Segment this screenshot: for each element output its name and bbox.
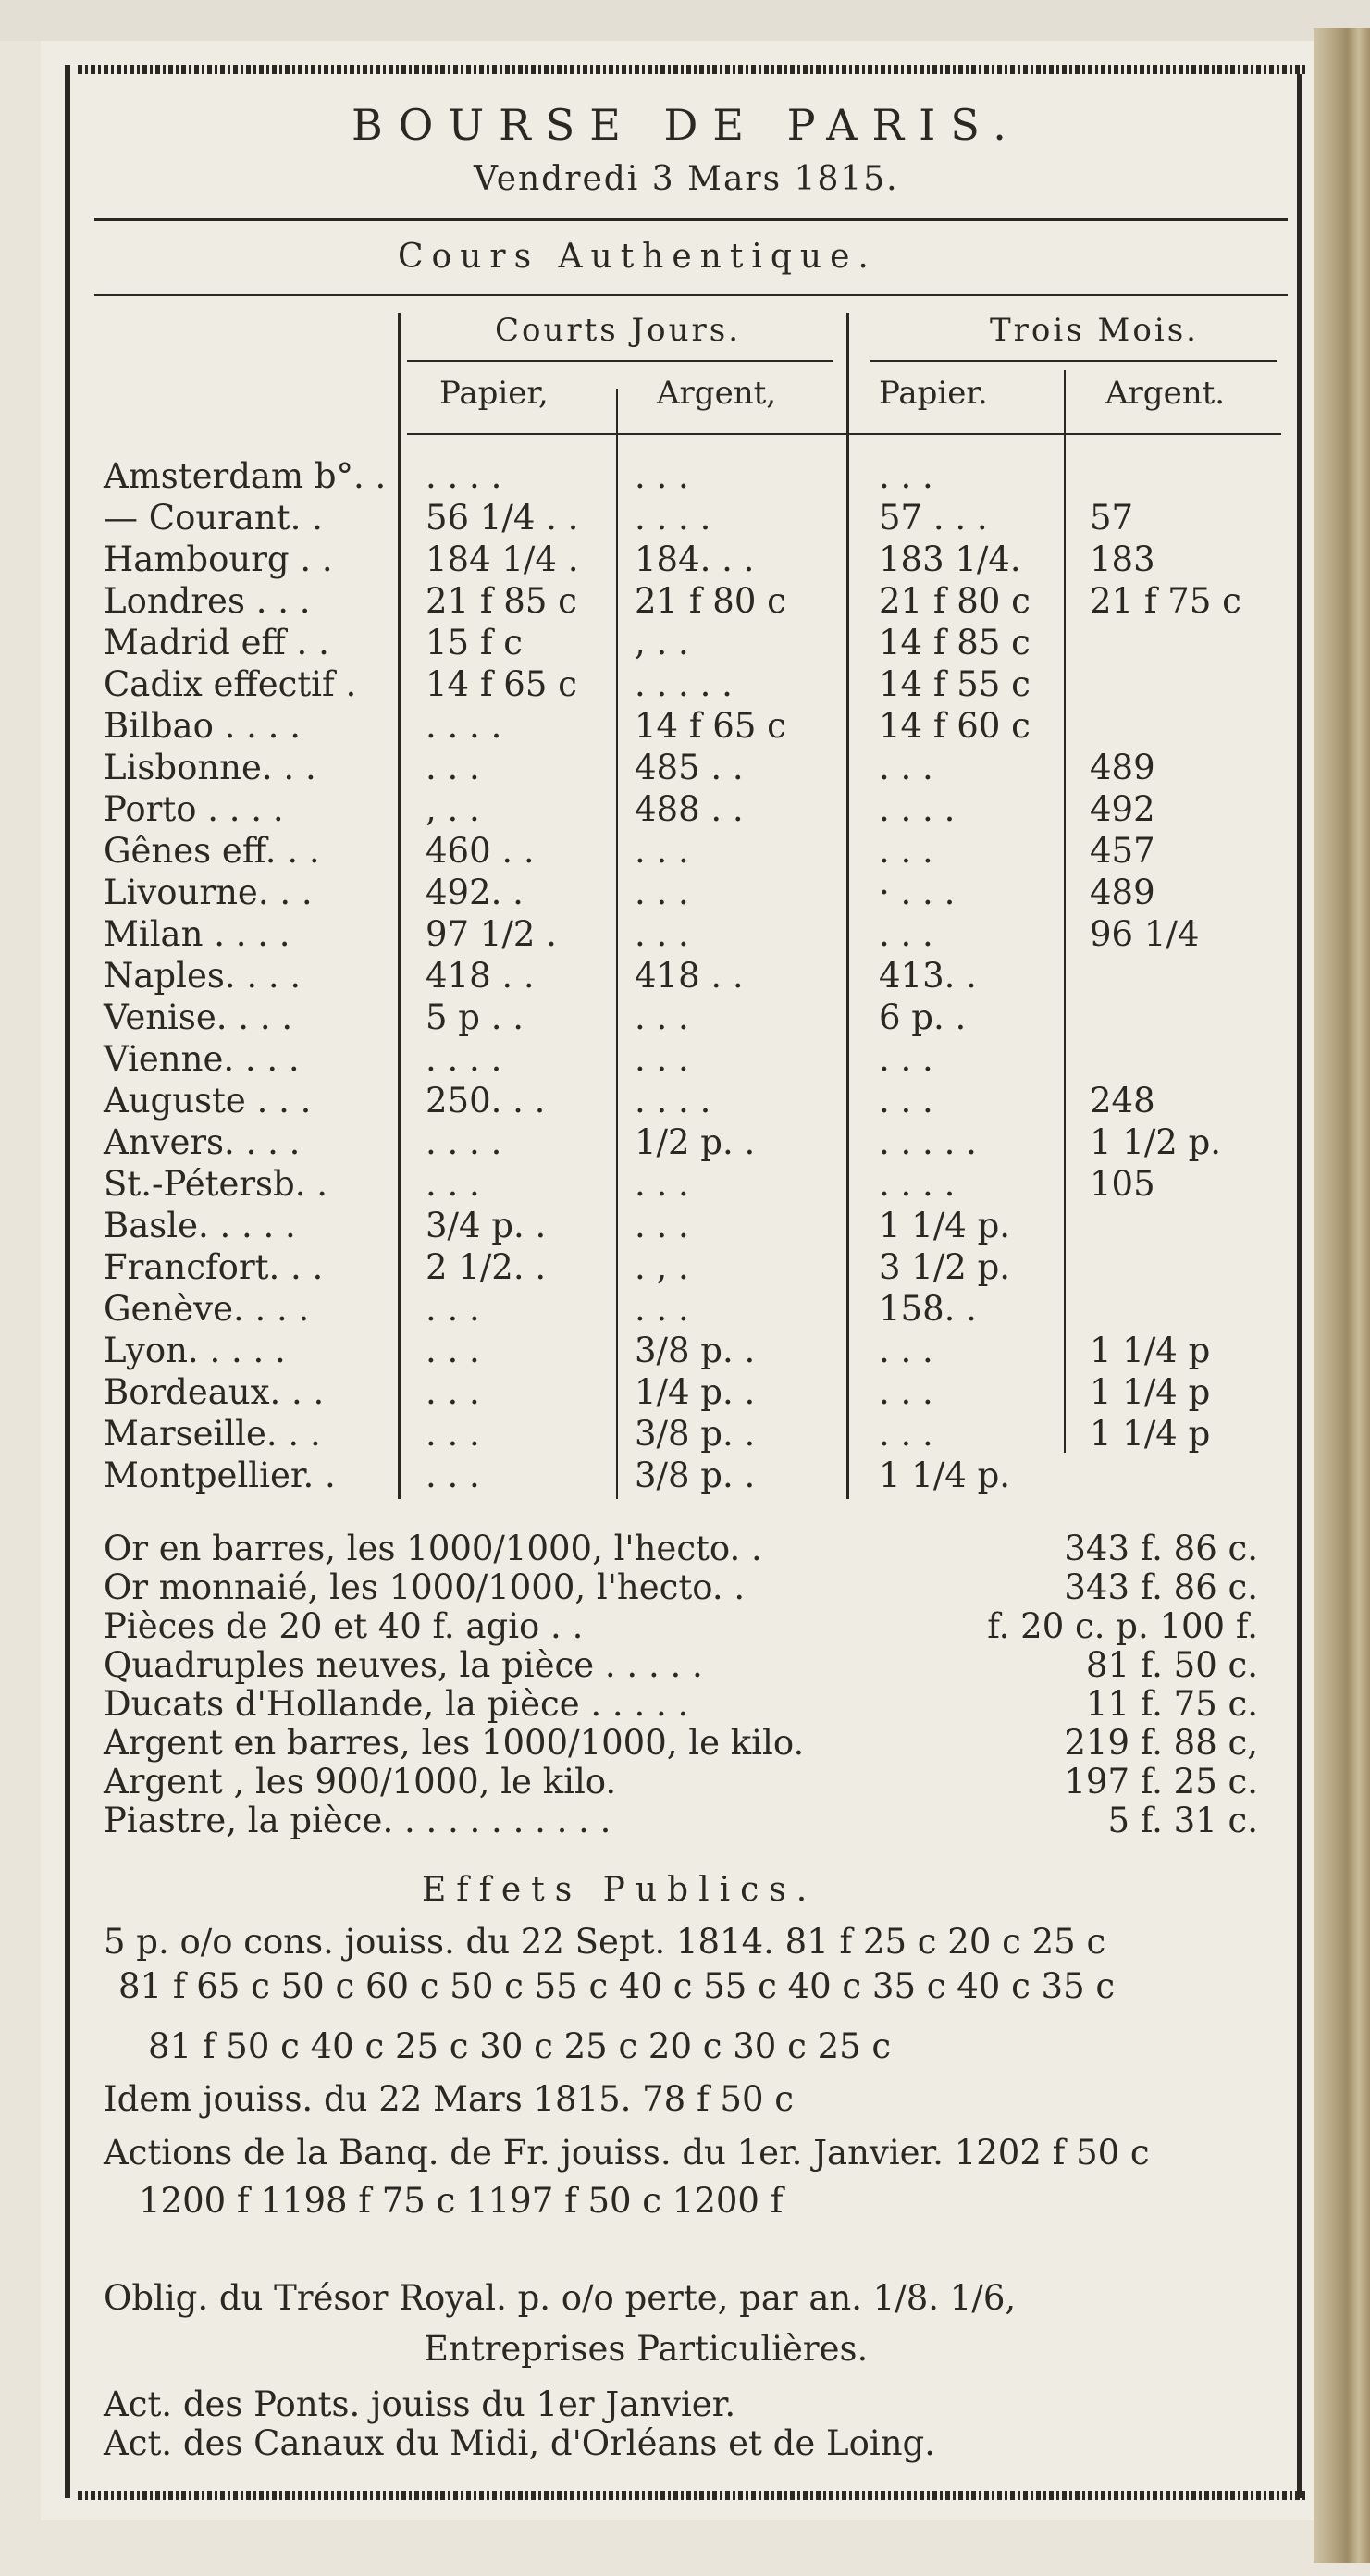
row-place: Amsterdam b°. .: [104, 456, 387, 496]
row-cell-c3: 6 p. .: [879, 997, 967, 1037]
row-cell-c4: 1 1/4 p: [1090, 1372, 1211, 1412]
row-cell-c2: 3/8 p. .: [635, 1331, 756, 1370]
row-cell-c1: . . .: [426, 1414, 480, 1454]
column-divider-2: [616, 389, 618, 1499]
row-cell-c1: 14 f 65 c: [426, 664, 577, 704]
row-cell-c3: 183 1/4.: [879, 539, 1021, 579]
column-header-rule: [407, 433, 1281, 435]
row-cell-c1: . . . .: [426, 1122, 502, 1162]
row-place: Livourne. . .: [104, 873, 313, 912]
row-cell-c1: 15 f c: [426, 623, 524, 663]
row-cell-c3: . . .: [879, 831, 933, 871]
subtitle-rule: [94, 294, 1288, 296]
effets-line: 5 p. o/o cons. jouiss. du 22 Sept. 1814. 81 f 25 c 20 c 25 c: [104, 1922, 1106, 1962]
effets-line: 81 f 65 c 50 c 60 c 50 c 55 c 40 c 55 c 40 c 35 c 40 c 35 c: [118, 1966, 1116, 2006]
row-cell-c1: , . .: [426, 789, 480, 829]
effets-line: Idem jouiss. du 22 Mars 1815. 78 f 50 c: [104, 2079, 794, 2119]
row-place: Marseille. . .: [104, 1414, 321, 1454]
row-cell-c4: 1 1/2 p.: [1090, 1122, 1222, 1162]
row-cell-c4: 105: [1090, 1164, 1155, 1204]
row-cell-c2: 488 . .: [635, 789, 744, 829]
row-cell-c1: 2 1/2. .: [426, 1247, 547, 1287]
row-place: Anvers. . . .: [104, 1122, 301, 1162]
row-cell-c3: . . .: [879, 456, 933, 496]
left-border: [65, 65, 70, 2498]
row-place: Bordeaux. . .: [104, 1372, 325, 1412]
row-cell-c2: . . .: [635, 1206, 689, 1245]
row-cell-c1: 492. .: [426, 873, 524, 912]
header-trois-mois: Trois Mois.: [990, 312, 1199, 349]
row-cell-c2: . . . .: [635, 498, 711, 538]
page-date: Vendredi 3 Mars 1815.: [474, 160, 899, 198]
row-cell-c1: . . .: [426, 1164, 480, 1204]
row-place: St.-Pétersb. .: [104, 1164, 328, 1204]
background-top: [0, 0, 1370, 41]
row-place: Naples. . . .: [104, 956, 302, 996]
row-cell-c1: 56 1/4 . .: [426, 498, 579, 538]
row-cell-c2: 21 f 80 c: [635, 581, 786, 621]
row-cell-c2: 1/4 p. .: [635, 1372, 756, 1412]
effets-line: Actions de la Banq. de Fr. jouiss. du 1er. Janvier. 1202 f 50 c: [104, 2133, 1150, 2173]
effets-line: 81 f 50 c 40 c 25 c 30 c 25 c 20 c 30 c 25 c: [148, 2026, 892, 2066]
row-cell-c2: . , .: [635, 1247, 689, 1287]
metal-label: Argent , les 900/1000, le kilo.: [104, 1762, 617, 1802]
effets-line: 1200 f 1198 f 75 c 1197 f 50 c 1200 f: [139, 2181, 784, 2221]
row-cell-c3: . . .: [879, 1081, 933, 1121]
row-cell-c2: . . .: [635, 914, 689, 954]
row-cell-c3: 158. .: [879, 1289, 977, 1329]
row-place: Genève. . . .: [104, 1289, 310, 1329]
row-place: Lyon. . . . .: [104, 1331, 286, 1370]
page-title: BOURSE DE PARIS.: [352, 100, 1021, 150]
row-place: Cadix effectif .: [104, 664, 357, 704]
row-place: Vienne. . . .: [104, 1039, 300, 1079]
metal-label: Or monnaié, les 1000/1000, l'hecto. .: [104, 1567, 746, 1607]
column-divider-4: [1064, 370, 1066, 1453]
metal-label: Piastre, la pièce. . . . . . . . . . .: [104, 1801, 611, 1840]
row-place: Milan . . . .: [104, 914, 290, 954]
metal-value: 343 f. 86 c.: [1064, 1529, 1258, 1568]
top-border-ornament: [78, 65, 1308, 74]
metal-value: 11 f. 75 c.: [1085, 1684, 1258, 1724]
row-place: Londres . . .: [104, 581, 311, 621]
header-argent-1: Argent,: [657, 375, 777, 412]
row-cell-c1: 250. . .: [426, 1081, 546, 1121]
row-cell-c2: . . .: [635, 997, 689, 1037]
cours-subtitle: Cours Authentique.: [398, 238, 877, 276]
row-place: Madrid eff . .: [104, 623, 329, 663]
row-cell-c3: . . . .: [879, 789, 956, 829]
row-cell-c4: 183: [1090, 539, 1155, 579]
row-cell-c2: 485 . .: [635, 748, 744, 787]
row-cell-c1: . . .: [426, 1455, 480, 1495]
row-cell-c3: 14 f 85 c: [879, 623, 1031, 663]
entreprise-line: Act. des Canaux du Midi, d'Orléans et de Loing.: [104, 2423, 935, 2463]
row-cell-c4: 1 1/4 p: [1090, 1331, 1211, 1370]
effets-publics-title: Effets Publics.: [422, 1871, 818, 1909]
header-papier-1: Papier,: [439, 375, 549, 412]
metal-label: Pièces de 20 et 40 f. agio . .: [104, 1606, 584, 1646]
row-place: — Courant. .: [104, 498, 323, 538]
row-place: Montpellier. .: [104, 1455, 336, 1495]
row-cell-c4: 489: [1090, 748, 1155, 787]
row-cell-c1: 5 p . .: [426, 997, 525, 1037]
row-cell-c1: 184 1/4 .: [426, 539, 579, 579]
row-cell-c3: . . . . .: [879, 1122, 977, 1162]
row-cell-c2: 184. . .: [635, 539, 755, 579]
row-cell-c2: 1/2 p. .: [635, 1122, 756, 1162]
metal-value: f. 20 c. p. 100 f.: [987, 1606, 1258, 1646]
row-cell-c1: . . .: [426, 1331, 480, 1370]
row-cell-c4: 248: [1090, 1081, 1155, 1121]
book-page-edges: [1314, 28, 1370, 2563]
header-papier-2: Papier.: [879, 375, 988, 412]
row-place: Auguste . . .: [104, 1081, 312, 1121]
row-cell-c3: . . .: [879, 1372, 933, 1412]
row-cell-c1: . . .: [426, 1372, 480, 1412]
header-rule: [94, 218, 1288, 221]
row-cell-c1: . . .: [426, 748, 480, 787]
metal-label: Argent en barres, les 1000/1000, le kilo.: [104, 1723, 805, 1763]
row-cell-c3: 21 f 80 c: [879, 581, 1031, 621]
row-place: Lisbonne. . .: [104, 748, 316, 787]
row-cell-c3: 413. .: [879, 956, 977, 996]
row-place: Gênes eff. . .: [104, 831, 320, 871]
row-cell-c3: . . .: [879, 1039, 933, 1079]
row-cell-c4: 96 1/4: [1090, 914, 1200, 954]
row-cell-c1: 21 f 85 c: [426, 581, 577, 621]
row-cell-c1: . . .: [426, 1289, 480, 1329]
metal-value: 197 f. 25 c.: [1064, 1762, 1258, 1802]
row-cell-c2: . . .: [635, 1039, 689, 1079]
row-place: Venise. . . .: [104, 997, 293, 1037]
row-cell-c4: 57: [1090, 498, 1134, 538]
metal-value: 343 f. 86 c.: [1064, 1567, 1258, 1607]
row-place: Basle. . . . .: [104, 1206, 296, 1245]
row-cell-c2: 3/8 p. .: [635, 1455, 756, 1495]
row-cell-c2: , . .: [635, 623, 689, 663]
row-cell-c3: . . .: [879, 914, 933, 954]
row-cell-c4: 457: [1090, 831, 1155, 871]
entreprise-line: Act. des Ponts. jouiss du 1er Janvier.: [104, 2384, 736, 2424]
row-cell-c1: 460 . .: [426, 831, 535, 871]
header-courts-jours: Courts Jours.: [495, 312, 742, 349]
metal-value: 5 f. 31 c.: [1107, 1801, 1258, 1840]
row-cell-c3: . . .: [879, 748, 933, 787]
row-cell-c2: . . . . .: [635, 664, 733, 704]
row-cell-c2: . . .: [635, 456, 689, 496]
row-cell-c2: . . .: [635, 831, 689, 871]
right-border: [1297, 74, 1302, 2498]
row-place: Porto . . . .: [104, 789, 284, 829]
row-cell-c2: . . .: [635, 873, 689, 912]
oblig-line: Oblig. du Trésor Royal. p. o/o perte, par an. 1/8. 1/6,: [104, 2278, 1017, 2318]
row-cell-c1: 3/4 p. .: [426, 1206, 547, 1245]
metal-label: Quadruples neuves, la pièce . . . . .: [104, 1645, 703, 1685]
column-divider-3: [846, 313, 849, 1499]
entreprises-title: Entreprises Particulières.: [424, 2329, 869, 2369]
row-cell-c2: . . .: [635, 1164, 689, 1204]
row-cell-c4: 489: [1090, 873, 1155, 912]
row-cell-c1: . . . .: [426, 706, 502, 746]
row-cell-c1: 97 1/2 .: [426, 914, 557, 954]
row-cell-c2: 3/8 p. .: [635, 1414, 756, 1454]
metal-value: 81 f. 50 c.: [1085, 1645, 1258, 1685]
row-cell-c1: 418 . .: [426, 956, 535, 996]
row-cell-c3: . . . .: [879, 1164, 956, 1204]
row-cell-c4: 1 1/4 p: [1090, 1414, 1211, 1454]
row-cell-c3: 57 . . .: [879, 498, 988, 538]
row-cell-c2: . . . .: [635, 1081, 711, 1121]
row-place: Bilbao . . . .: [104, 706, 301, 746]
row-place: Francfort. . .: [104, 1247, 324, 1287]
metal-label: Ducats d'Hollande, la pièce . . . . .: [104, 1684, 689, 1724]
metal-label: Or en barres, les 1000/1000, l'hecto. .: [104, 1529, 762, 1568]
row-cell-c2: 14 f 65 c: [635, 706, 786, 746]
row-cell-c3: 14 f 60 c: [879, 706, 1031, 746]
row-cell-c3: . . .: [879, 1414, 933, 1454]
row-place: Hambourg . .: [104, 539, 333, 579]
row-cell-c4: 21 f 75 c: [1090, 581, 1241, 621]
row-cell-c3: 3 1/2 p.: [879, 1247, 1011, 1287]
column-divider-1: [398, 313, 401, 1499]
row-cell-c3: 1 1/4 p.: [879, 1206, 1011, 1245]
row-cell-c3: 14 f 55 c: [879, 664, 1031, 704]
row-cell-c3: . . .: [879, 1331, 933, 1370]
row-cell-c3: · . . .: [879, 873, 956, 912]
group-rule-1: [407, 360, 833, 362]
row-cell-c3: 1 1/4 p.: [879, 1455, 1011, 1495]
row-cell-c1: . . . .: [426, 1039, 502, 1079]
metal-value: 219 f. 88 c,: [1064, 1723, 1258, 1763]
row-cell-c1: . . . .: [426, 456, 502, 496]
header-argent-2: Argent.: [1105, 375, 1226, 412]
bottom-border-ornament: [78, 2491, 1308, 2500]
row-cell-c2: . . .: [635, 1289, 689, 1329]
group-rule-2: [870, 360, 1277, 362]
row-cell-c2: 418 . .: [635, 956, 744, 996]
row-cell-c4: 492: [1090, 789, 1155, 829]
